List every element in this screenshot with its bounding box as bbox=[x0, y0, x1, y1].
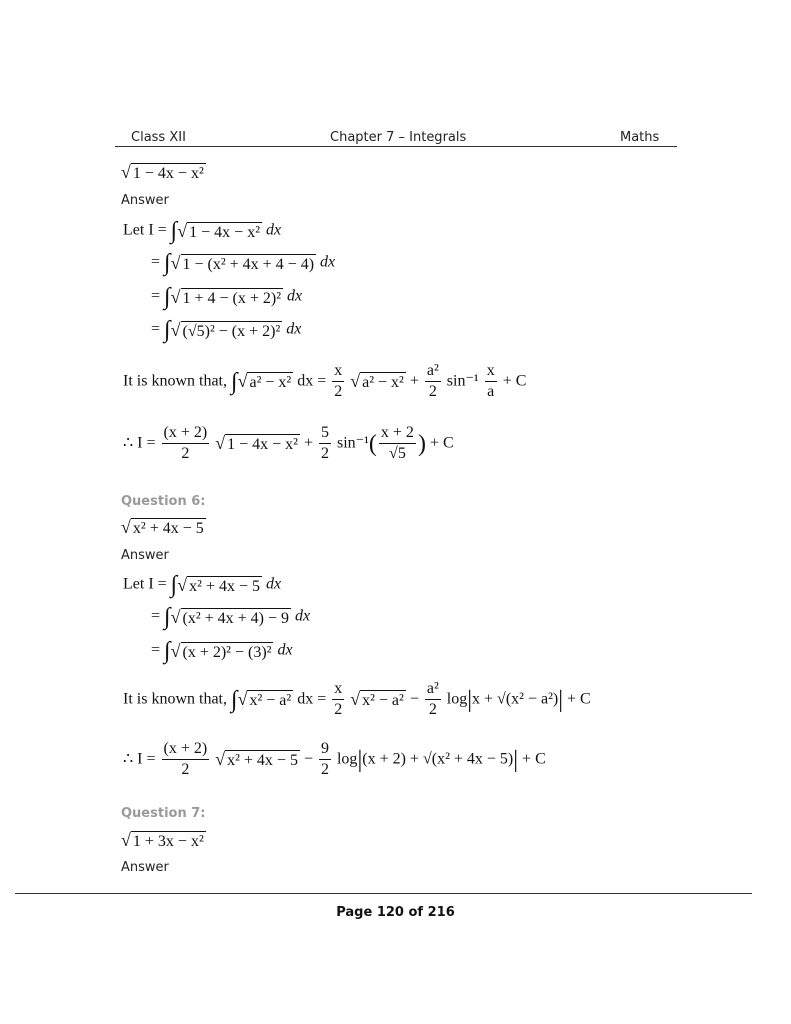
header-subject: Maths bbox=[620, 130, 660, 145]
q6-title: Question 6: bbox=[121, 494, 206, 509]
q5-step-3: = ∫√ 1 + 4 − (x + 2)² dx bbox=[151, 284, 303, 310]
q7-expression: √ 1 + 3x − x² bbox=[121, 830, 204, 850]
q6-expression: √ x² + 4x − 5 bbox=[121, 517, 204, 537]
q5-answer-label: Answer bbox=[121, 193, 169, 208]
header-rule bbox=[115, 146, 677, 147]
q6-result: ∴ I = $\frac{(x + 2)}{2}$ √ x² + 4x − 5 − $\frac{9}{2}$ log|(x + 2) + √(x² + 4x − 5)| + C bbox=[123, 740, 546, 779]
q5-step-4: = ∫√ (√5)² − (x + 2)² dx bbox=[151, 317, 302, 343]
footer-rule bbox=[15, 893, 752, 894]
q5-known-formula: It is known that, ∫√ a² − x² dx = $\frac{x}{2}$ √ a² − x² + $\frac{\text{a²}}{2}$ sin⁻¹ $\frac{x}{a}$ + C bbox=[123, 362, 527, 401]
page-number: Page 120 of 216 bbox=[336, 905, 455, 920]
q6-step-let: Let I = ∫√ x² + 4x − 5 dx bbox=[123, 572, 282, 598]
q5-step-2: = ∫√ 1 − (x² + 4x + 4 − 4) dx bbox=[151, 250, 336, 276]
q7-answer-label: Answer bbox=[121, 860, 169, 875]
q5-result: ∴ I = $\frac{(x + 2)}{2}$ √ 1 − 4x − x² + $\frac{5}{2}$ sin⁻¹( $\frac{x + 2}{√5}$ ) + C bbox=[123, 424, 454, 463]
q5-expression: √ 1 − 4x − x² bbox=[121, 162, 204, 182]
header-class: Class XII bbox=[131, 130, 186, 145]
q7-title: Question 7: bbox=[121, 806, 206, 821]
q6-answer-label: Answer bbox=[121, 548, 169, 563]
q6-known-formula: It is known that, ∫√ x² − a² dx = $\frac{x}{2}$ √ x² − a² − $\frac{\text{a²}}{2}$ log|x + √(x² − a²)| + C bbox=[123, 680, 591, 719]
q6-step-3: = ∫√ (x + 2)² − (3)² dx bbox=[151, 638, 293, 664]
header-chapter: Chapter 7 – Integrals bbox=[330, 130, 467, 145]
q5-step-let: Let I = ∫√ 1 − 4x − x² dx bbox=[123, 218, 282, 244]
q6-step-2: = ∫√ (x² + 4x + 4) − 9 dx bbox=[151, 604, 311, 630]
